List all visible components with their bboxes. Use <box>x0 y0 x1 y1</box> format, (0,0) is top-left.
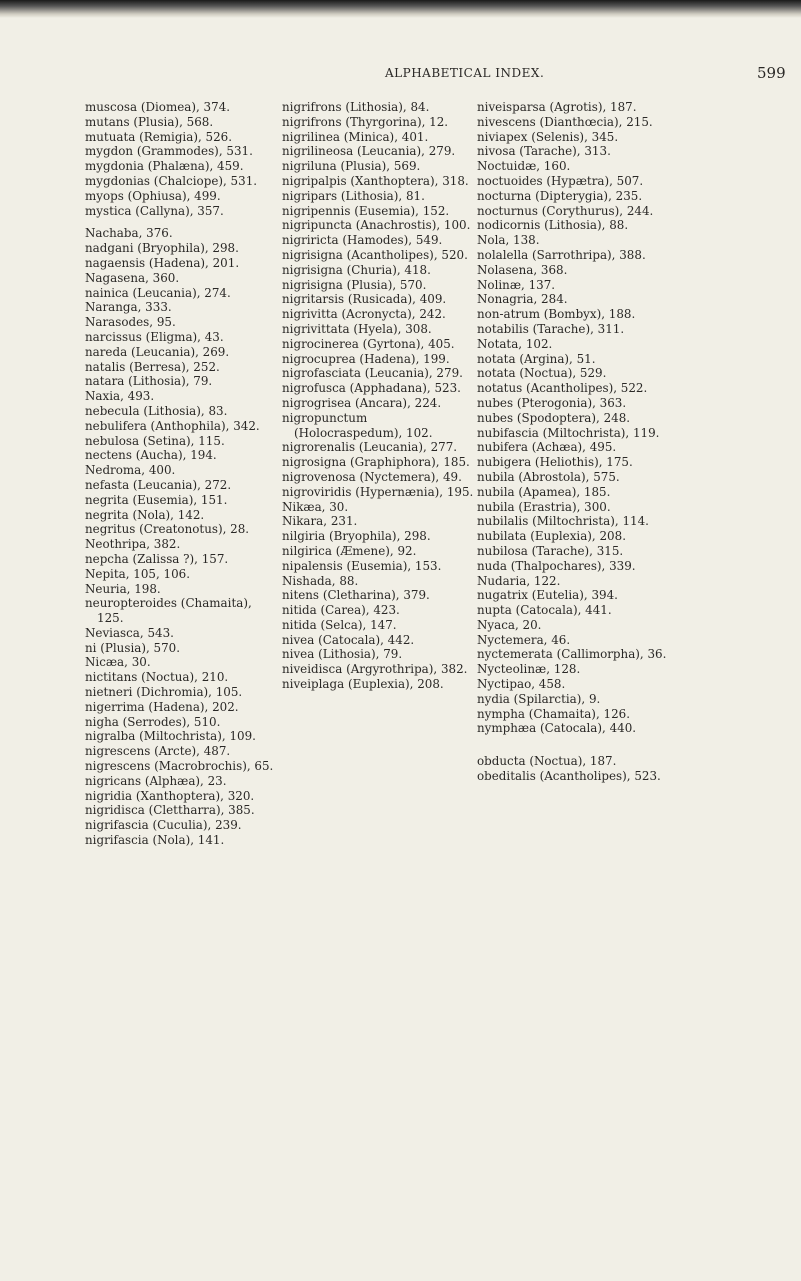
index-entry: nigripuncta (Anachrostis), 100. <box>282 218 471 233</box>
index-entry: nubilalis (Miltochrista), 114. <box>477 514 649 529</box>
index-entry: nietneri (Dichromia), 105. <box>85 685 243 700</box>
index-entry: nigrofusca (Apphadana), 523. <box>282 381 461 396</box>
index-entry: nolalella (Sarrothripa), 388. <box>477 247 646 262</box>
index-entry: nictitans (Noctua), 210. <box>85 670 229 685</box>
index-entry: nigrosigna (Graphiphora), 185. <box>282 455 470 470</box>
index-entry: nigrisigna (Plusia), 570. <box>282 277 427 292</box>
index-entry: nubes (Spodoptera), 248. <box>477 410 631 425</box>
index-entry: nebulosa (Setina), 115. <box>85 433 225 448</box>
index-entry: nainica (Leucania), 274. <box>85 285 231 300</box>
index-column-2 <box>282 100 477 692</box>
index-entry: nigridisca (Clettharra), 385. <box>85 803 255 818</box>
index-column-3 <box>477 100 672 784</box>
index-entry: nigrorenalis (Leucania), 277. <box>282 440 458 455</box>
index-entry: nagaensis (Hadena), 201. <box>85 255 240 270</box>
index-entry: nigha (Serrodes), 510. <box>85 714 221 729</box>
index-entry: Naranga, 333. <box>85 300 172 315</box>
index-entry: natalis (Berresa), 252. <box>85 359 220 374</box>
index-entry: nivea (Catocala), 442. <box>282 632 415 647</box>
index-entry: nigrocuprea (Hadena), 199. <box>282 351 450 366</box>
index-entry: nigrifascia (Nola), 141. <box>85 833 225 848</box>
page-number: 599 <box>757 64 786 82</box>
index-entry: Nepita, 105, 106. <box>85 566 191 581</box>
index-entry: nigrilinea (Minica), 401. <box>282 129 429 144</box>
index-entry: negrita (Nola), 142. <box>85 507 205 522</box>
index-entry: nigrescens (Macrobrochis), 65. <box>85 759 274 774</box>
index-entry: obeditalis (Acantholipes), 523. <box>477 769 661 784</box>
index-entry: nivescens (Dianthœcia), 215. <box>477 114 653 129</box>
index-entry: obducta (Noctua), 187. <box>477 754 617 769</box>
page-header <box>0 66 801 88</box>
index-entry: nigrifascia (Cuculia), 239. <box>85 818 242 833</box>
index-entry: natara (Lithosia), 79. <box>85 374 213 389</box>
index-entry: nigroviridis (Hypernænia), 195. <box>282 484 474 499</box>
index-entry: Nikara, 231. <box>282 514 358 529</box>
index-entry: Nyaca, 20. <box>477 617 542 632</box>
index-entry: nigralba (Miltochrista), 109. <box>85 729 256 744</box>
index-entry: narcissus (Eligma), 43. <box>85 329 224 344</box>
index-entry: nigrisigna (Churia), 418. <box>282 262 431 277</box>
index-entry: Neuria, 198. <box>85 581 161 596</box>
index-entry: nivea (Lithosia), 79. <box>282 647 403 662</box>
index-entry: mutuata (Remigia), 526. <box>85 129 232 144</box>
index-entry: niveidisca (Argyrothripa), 382. <box>282 662 468 677</box>
index-entry: nugatrix (Eutelia), 394. <box>477 588 618 603</box>
index-entry: Nagasena, 360. <box>85 270 180 285</box>
index-entry: nigripars (Lithosia), 81. <box>282 188 425 203</box>
index-entry: nigrocinerea (Gyrtona), 405. <box>282 336 455 351</box>
index-entry: Nyctipao, 458. <box>477 677 566 692</box>
index-entry: mygdon (Grammodes), 531. <box>85 144 253 159</box>
index-entry: nubila (Apamea), 185. <box>477 484 611 499</box>
index-entry: nubilata (Euplexia), 208. <box>477 529 626 544</box>
index-entry: niveiplaga (Euplexia), 208. <box>282 677 444 692</box>
index-entry: Notata, 102. <box>477 336 553 351</box>
index-entry: nadgani (Bryophila), 298. <box>85 241 239 256</box>
index-entry: Neviasca, 543. <box>85 625 174 640</box>
index-entry: nocturnus (Corythurus), 244. <box>477 203 654 218</box>
index-entry: nectens (Aucha), 194. <box>85 448 217 463</box>
page-edge-shadow <box>0 0 801 18</box>
index-entry: Narasodes, 95. <box>85 315 176 330</box>
index-entry: nareda (Leucania), 269. <box>85 344 230 359</box>
index-entry: niveisparsa (Agrotis), 187. <box>477 100 637 114</box>
index-entry: Nonagria, 284. <box>477 292 568 307</box>
index-entry: nigriluna (Plusia), 569. <box>282 159 421 174</box>
index-entry: Noctuidæ, 160. <box>477 159 571 174</box>
index-entry: nubes (Pterogonia), 363. <box>477 395 627 410</box>
index-entry: nilgirica (Æmene), 92. <box>282 543 417 558</box>
index-entry: Neothripa, 382. <box>85 537 181 552</box>
index-entry: neuropteroides (Chamaita), 125. <box>85 596 252 626</box>
index-entry: nipalensis (Eusemia), 153. <box>282 558 442 573</box>
index-entry: myops (Ophiusa), 499. <box>85 188 221 203</box>
index-entry: nyctemerata (Callimorpha), 36. <box>477 647 667 662</box>
index-entry: nubigera (Heliothis), 175. <box>477 455 633 470</box>
index-entry: negritus (Creatonotus), 28. <box>85 522 250 537</box>
index-entry: nydia (Spilarctia), 9. <box>477 691 601 706</box>
index-entry: nigerrima (Hadena), 202. <box>85 699 239 714</box>
index-entry: noctuoides (Hypætra), 507. <box>477 173 644 188</box>
index-entry: nocturna (Dipterygia), 235. <box>477 188 643 203</box>
index-entry: nigrescens (Arcte), 487. <box>85 744 231 759</box>
index-entry: Nolinæ, 137. <box>477 277 556 292</box>
index-entry: nigrifrons (Thyrgorina), 12. <box>282 114 449 129</box>
index-entry: nubila (Abrostola), 575. <box>477 469 620 484</box>
index-entry: Nedroma, 400. <box>85 463 176 478</box>
index-entry: mutans (Plusia), 568. <box>85 114 214 129</box>
index-entry: mygdonias (Chalciope), 531. <box>85 173 258 188</box>
index-entry: Nishada, 88. <box>282 573 359 588</box>
index-entry: nubilosa (Tarache), 315. <box>477 543 624 558</box>
index-entry: mygdonia (Phalæna), 459. <box>85 159 244 174</box>
index-entry: nigrilineosa (Leucania), 279. <box>282 144 456 159</box>
index-entry: nigrisigna (Acantholipes), 520. <box>282 247 468 262</box>
index-entry: nitida (Selca), 147. <box>282 617 397 632</box>
index-entry: nymphæa (Catocala), 440. <box>477 721 637 736</box>
index-entry: Naxia, 493. <box>85 389 155 404</box>
index-entry: Nycteolinæ, 128. <box>477 662 581 677</box>
index-entry: nigricans (Alphæa), 23. <box>85 773 227 788</box>
index-entry: nigrogrisea (Ancara), 224. <box>282 395 442 410</box>
index-entry: nefasta (Leucania), 272. <box>85 477 232 492</box>
index-entry: nitens (Cletharina), 379. <box>282 588 430 603</box>
index-entry: nuda (Thalpochares), 339. <box>477 558 636 573</box>
index-entry: nigritarsis (Rusicada), 409. <box>282 292 447 307</box>
index-entry: nigrivitta (Acronycta), 242. <box>282 307 446 322</box>
index-entry: nubila (Erastria), 300. <box>477 499 611 514</box>
index-entry: nupta (Catocala), 441. <box>477 603 612 618</box>
running-title: ALPHABETICAL INDEX. <box>385 66 545 80</box>
index-entry: nivosa (Tarache), 313. <box>477 144 611 159</box>
index-entry: nigropunctum (Holocraspedum), 102. <box>282 410 433 440</box>
index-entry: Nikæa, 30. <box>282 499 349 514</box>
index-entry: nympha (Chamaita), 126. <box>477 706 630 721</box>
index-entry: Nachaba, 376. <box>85 226 173 241</box>
index-entry: nebecula (Lithosia), 83. <box>85 403 228 418</box>
index-entry: mystica (Callyna), 357. <box>85 203 224 218</box>
index-entry: non-atrum (Bombyx), 188. <box>477 307 636 322</box>
index-entry: nigripennis (Eusemia), 152. <box>282 203 450 218</box>
index-entry: nigripalpis (Xanthoptera), 318. <box>282 173 469 188</box>
index-entry: notabilis (Tarache), 311. <box>477 321 625 336</box>
index-entry: Nola, 138. <box>477 233 540 248</box>
index-entry: nepcha (Zalissa ?), 157. <box>85 551 229 566</box>
index-entry: nubifascia (Miltochrista), 119. <box>477 425 660 440</box>
index-entry: nilgiria (Bryophila), 298. <box>282 529 431 544</box>
index-entry: nubifera (Achæa), 495. <box>477 440 617 455</box>
index-entry: Nudaria, 122. <box>477 573 561 588</box>
index-entry: muscosa (Diomea), 374. <box>85 100 231 114</box>
index-entry: nigrivittata (Hyela), 308. <box>282 321 432 336</box>
index-entry: nitida (Carea), 423. <box>282 603 400 618</box>
index-entry: notata (Noctua), 529. <box>477 366 607 381</box>
index-entry: negrita (Eusemia), 151. <box>85 492 228 507</box>
index-entry: Nolasena, 368. <box>477 262 568 277</box>
index-entry: ni (Plusia), 570. <box>85 640 181 655</box>
index-entry: nodicornis (Lithosia), 88. <box>477 218 629 233</box>
index-entry: nigriricta (Hamodes), 549. <box>282 233 443 248</box>
index-entry: nigridia (Xanthoptera), 320. <box>85 788 255 803</box>
index-entry: nebulifera (Anthophila), 342. <box>85 418 260 433</box>
index-entry: niviapex (Selenis), 345. <box>477 129 619 144</box>
index-entry: notata (Argina), 51. <box>477 351 596 366</box>
index-entry: nigrovenosa (Nyctemera), 49. <box>282 469 462 484</box>
index-column-1 <box>85 100 280 848</box>
index-entry: Nyctemera, 46. <box>477 632 571 647</box>
index-entry: nigrofasciata (Leucania), 279. <box>282 366 463 381</box>
index-entry: nigrifrons (Lithosia), 84. <box>282 100 430 114</box>
index-entry: Nicæa, 30. <box>85 655 151 670</box>
index-entry: notatus (Acantholipes), 522. <box>477 381 648 396</box>
